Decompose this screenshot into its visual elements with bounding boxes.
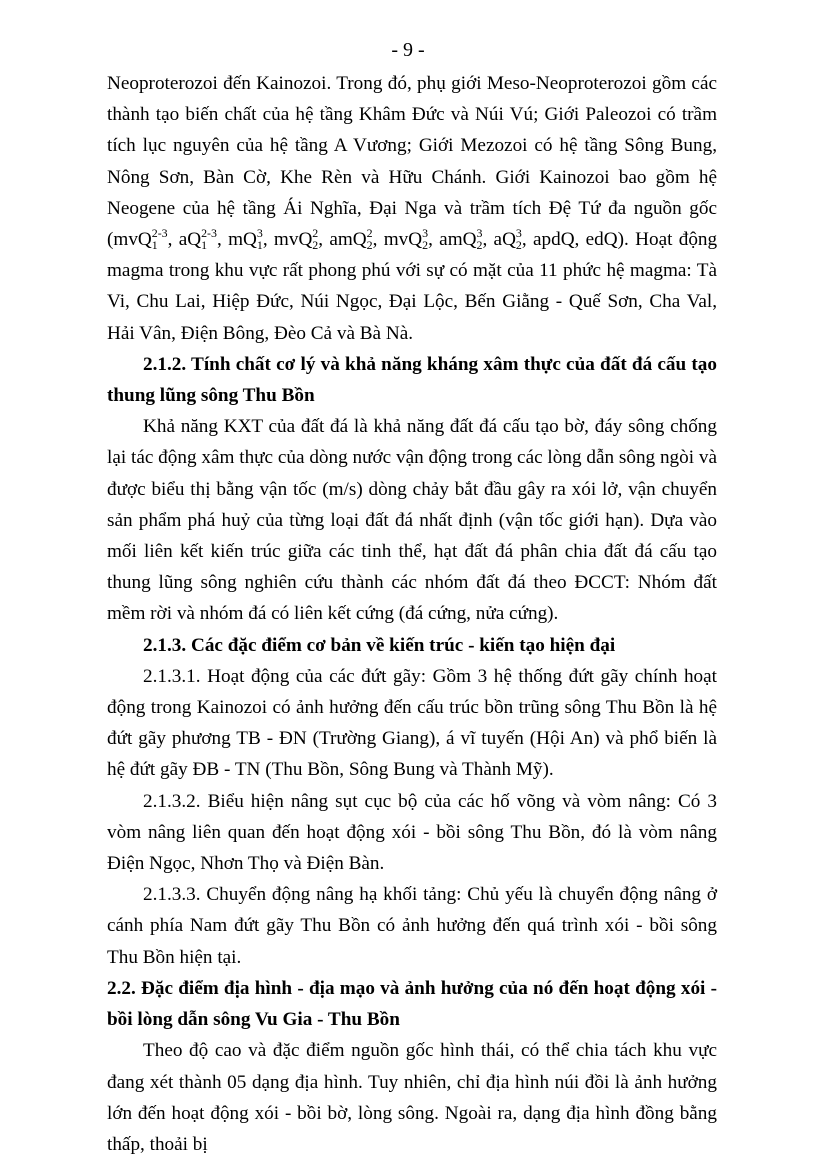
paragraph-erosion-resistance: Khả năng KXT của đất đá là khả năng đất đá cấu tạo bờ, đáy sông chống lại tác động xâm thực của dòng nước vận động trong các lòng dẫn sông ngòi và được biểu thị bằng vận tốc (m/s) dòng chảy bắt đầu gây ra xói lở, vận chuyển sản phẩm phá huỷ của từng loại đất đá nhất định (vận tốc giới hạn). Dựa vào mối liên kết kiến trúc giữa các tinh thể, hạt đất đá phân chia đất đá cấu tạo thung lũng sông nghiên cứu thành các nhóm đất đá theo ĐCCT: Nhóm đất mềm rời và nhóm đá có liên kết cứng (đá cứng, nửa cứng). [107,416,717,625]
stratigraphic-symbol: aQ 2-3 1 [178,225,217,253]
paragraph-text: Neoproterozoi đến Kainozoi. Trong đó, phụ giới Meso-Neoproterozoi gồm các thành tạo biến chất của hệ tầng Khâm Đức và Núi Vú; Giới Paleozoi có trầm tích lục nguyên của hệ tầng A Vương; Giới Mezozoi có hệ tầng Sông Bung, Nông Sơn, Bàn Cờ, Khe Rèn và Hữu Chánh. Giới Kainozoi bao gồm hệ Neogene của hệ tầng Ái Nghĩa, Đại Nga và trầm tích Đệ Tứ đa nguồn gốc ( [107,73,717,251]
stratigraphic-symbol: mQ 3 1 [228,225,263,253]
stratigraphic-symbol: amQ 3 2 [439,225,483,253]
paragraph-block-movement: 2.1.3.3. Chuyển động nâng hạ khối tảng: Chủ yếu là chuyển động nâng ở cánh phía Nam đứt gãy Thu Bồn có ảnh hưởng đến quá trình xói - bồi sông Thu Bồn hiện tại. [107,884,717,968]
stratigraphic-symbol: mvQ 2 2 [273,225,319,253]
paragraph-geology-formations [107,68,717,349]
page-number: - 9 - [391,39,425,61]
section-heading-2-1-3: 2.1.3. Các đặc điểm cơ bản về kiến trúc - kiến tạo hiện đại [143,634,616,656]
paragraph-text: Hoạt động magma trong khu vực rất phong phú với sự có mặt của 11 phức hệ magma: Tà Vi, Chu Lai, Hiệp Đức, Núi Ngọc, Đại Lộc, Bến Giằng - Quế Sơn, Cha Val, Hải Vân, Điện Bông, Đèo Cả và Bà Nà. [107,229,718,344]
stratigraphic-symbol: aQ 3 2 [493,225,522,253]
section-heading-2-1-2: 2.1.2. Tính chất cơ lý và khả năng kháng xâm thực của đất đá cấu tạo thung lũng sông Thu Bồn [107,353,717,407]
stratigraphic-symbol: amQ 2 2 [329,225,373,253]
paragraph-faults: 2.1.3.1. Hoạt động của các đứt gãy: Gồm 3 hệ thống đứt gãy chính hoạt động trong Kainozoi có ảnh hưởng đến cấu trúc bồn trũng sông Thu Bồn là hệ đứt gãy phương TB - ĐN (Trường Giang), á vĩ tuyến (Hội An) và phổ biến là hệ đứt gãy ĐB - TN (Thu Bồn, Sông Bung và Thành Mỹ). [107,665,717,781]
paragraph-uplift-domes: 2.1.3.2. Biểu hiện nâng sụt cục bộ của các hố võng và vòm nâng: Có 3 vòm nâng liên quan đến hoạt động xói - bồi sông Thu Bồn, đó là vòm nâng Điện Ngọc, Nhơn Thọ và Điện Bàn. [107,790,717,875]
paragraph-terrain: Theo độ cao và đặc điểm nguồn gốc hình thái, có thể chia tách khu vực đang xét thành 05 dạng địa hình. Tuy nhiên, chỉ địa hình núi đồi là ảnh hưởng lớn đến hoạt động xói - bồi bờ, lòng sông. Ngoài ra, dạng địa hình đồng bằng thấp, thoải bị [107,1040,717,1155]
section-heading-2-2: 2.2. Đặc điểm địa hình - địa mạo và ảnh hưởng của nó đến hoạt động xói - bồi lòng dẫn sông Vu Gia - Thu Bồn [107,977,717,1031]
document-body [107,68,717,1160]
stratigraphic-symbol: mvQ 3 2 [383,225,429,253]
stratigraphic-symbol: mvQ 2-3 1 [113,225,168,253]
stratigraphic-symbol: edQ [585,229,618,251]
quaternary-symbols: mvQ 2-3 1 , aQ 2-3 1 , mQ 3 1 , mvQ 2 2 , amQ 2 2 , mvQ 3 2 , amQ 3 2 , aQ 3 2 , apdQ, edQ). [113,225,636,253]
stratigraphic-symbol: apdQ [532,229,575,251]
